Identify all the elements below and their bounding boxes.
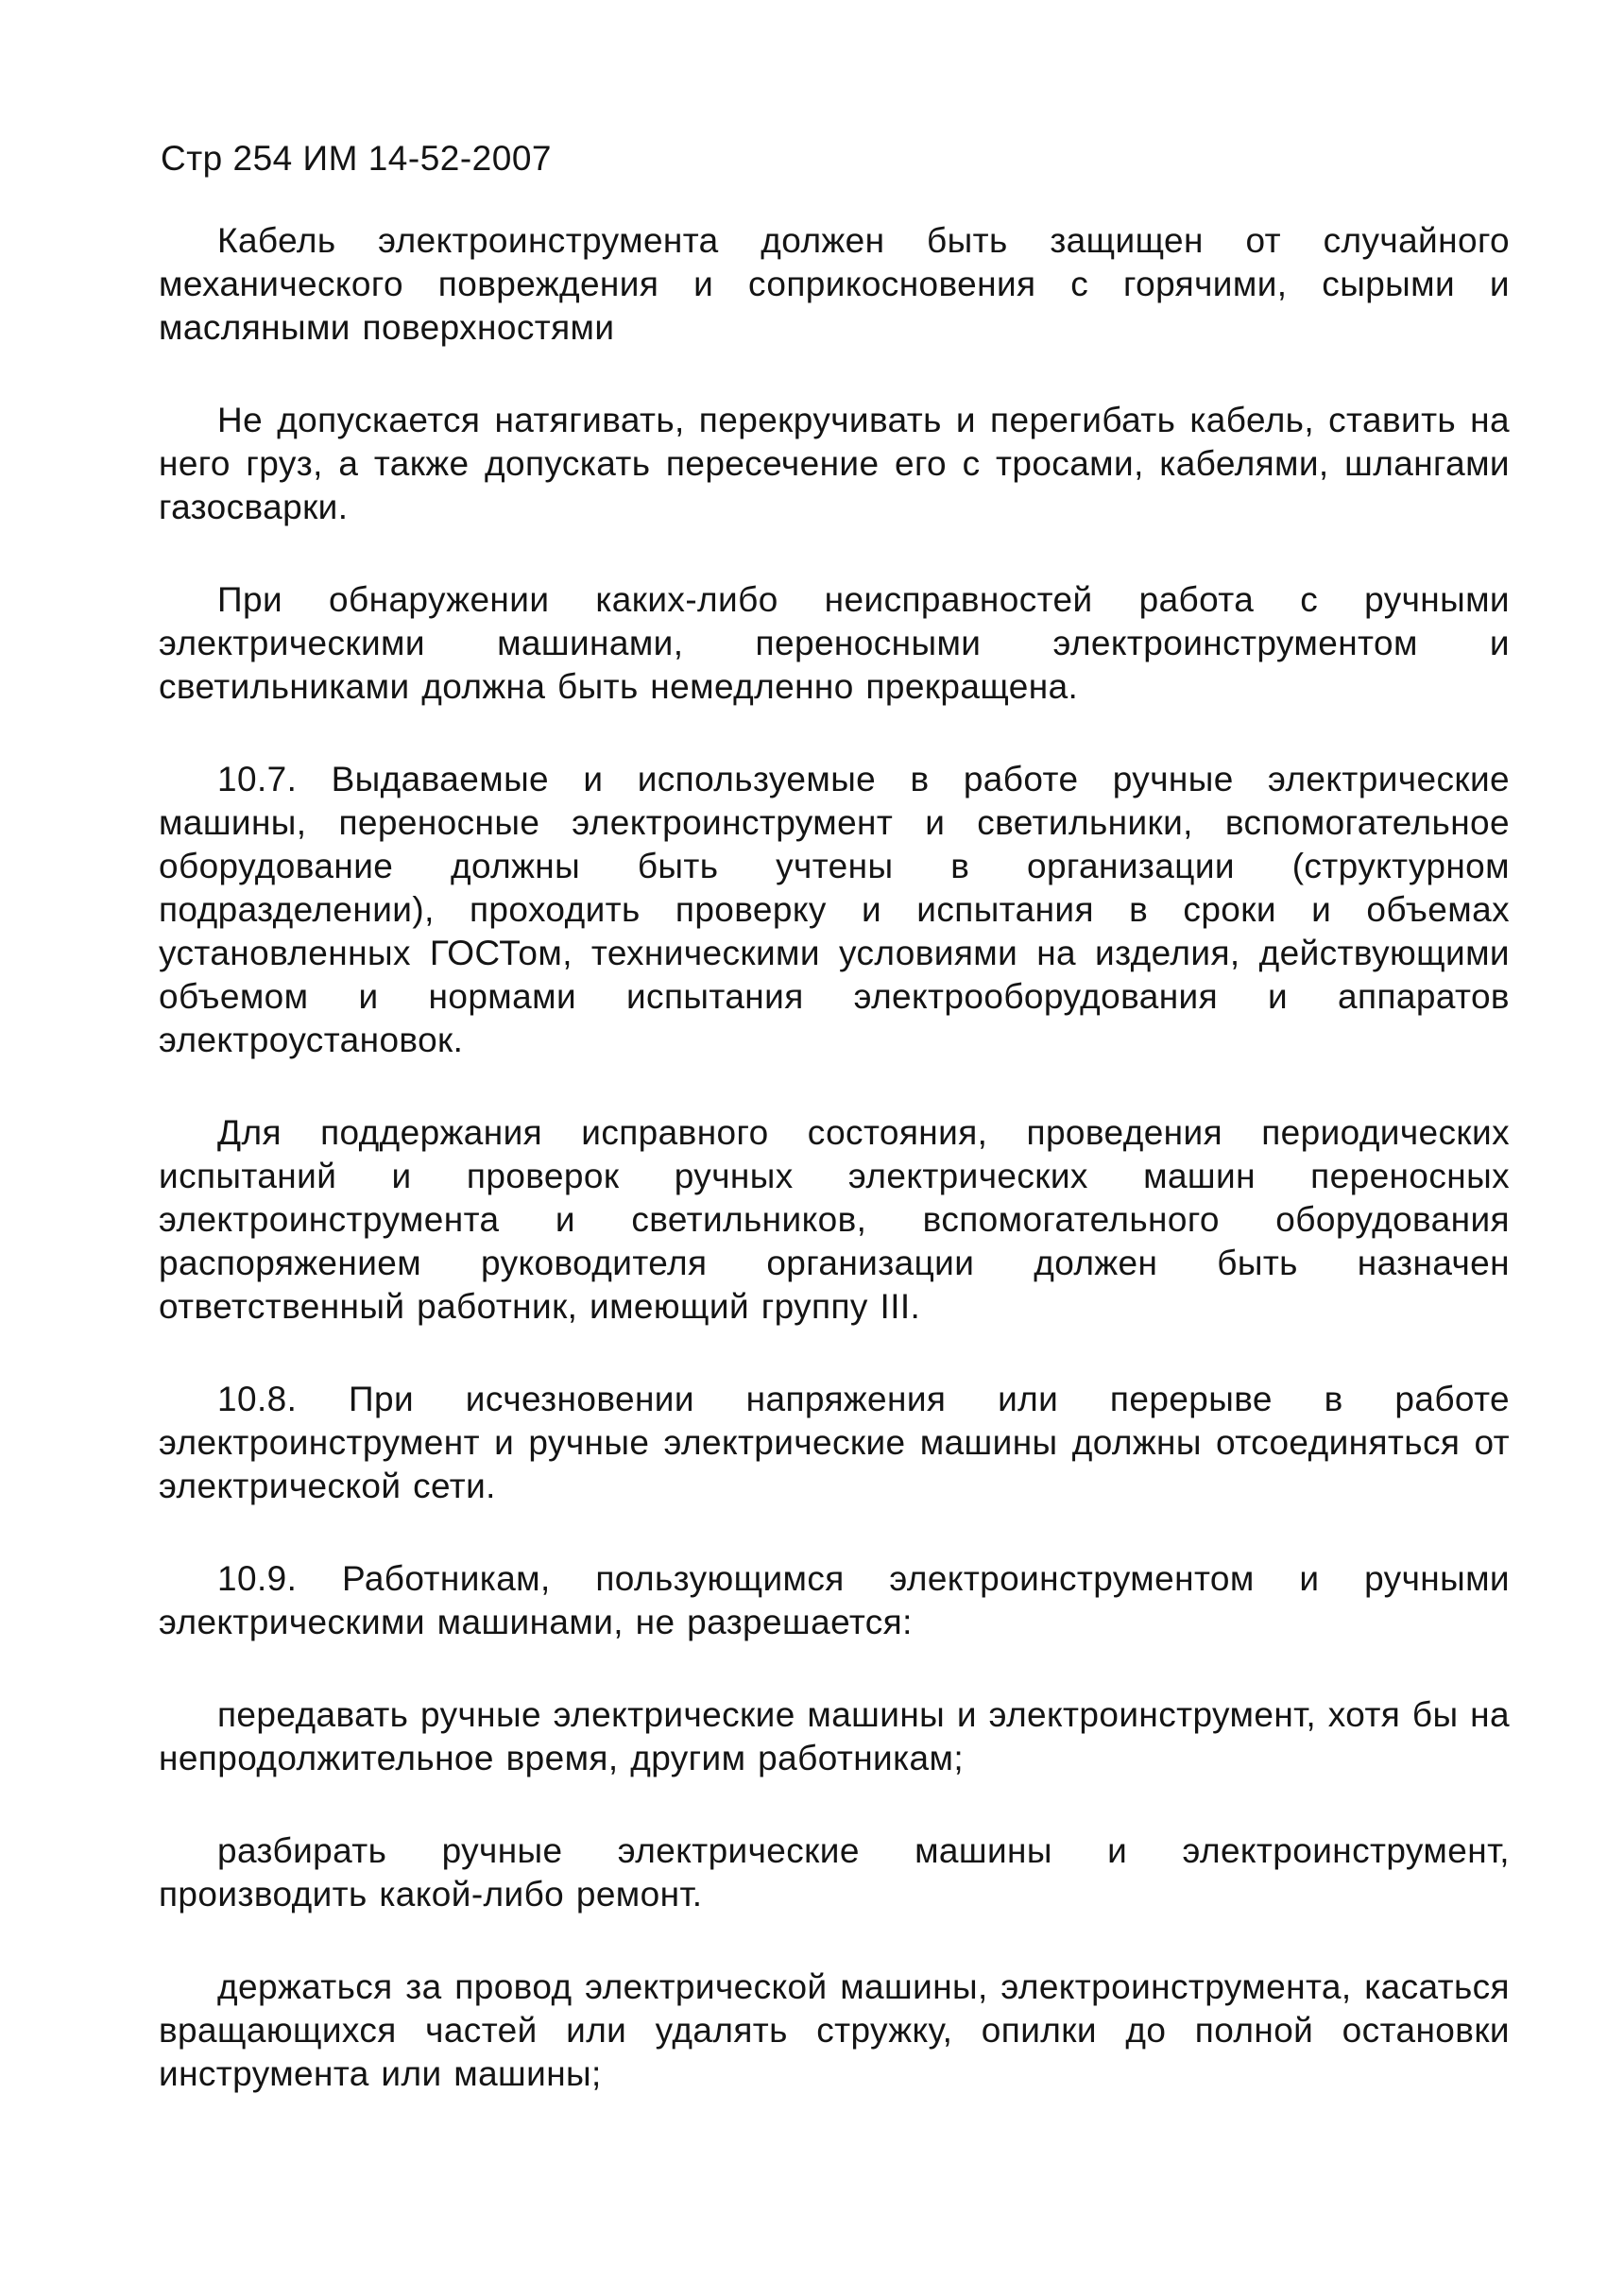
page-header: Стр 254 ИМ 14-52-2007: [161, 139, 552, 178]
paragraph-responsible-worker: Для поддержания исправного состояния, проведения периодических испытаний и проверок ручных электрических машин переносных электроинструмента и светильников, вспомогательного оборудования распоряжением руководителя организации должен быть назначен ответственный работник, имеющий группу III.: [159, 1113, 1510, 1326]
paragraph-cable-protection: Кабель электроинструмента должен быть защищен от случайного механического повреждения и соприкосновения с горячими, сырыми и масляными поверхностями: [159, 221, 1510, 347]
list-item-disassemble: разбирать ручные электрические машины и электроинструмент, производить какой-либо ремонт.: [159, 1831, 1510, 1914]
list-item-transfer: передавать ручные электрические машины и электроинструмент, хотя бы на непродолжительное время, другим работникам;: [159, 1695, 1510, 1777]
paragraph-cable-restrictions: Не допускается натягивать, перекручивать и перегибать кабель, ставить на него груз, а также допускать пересечение его с тросами, кабелями, шлангами газосварки.: [159, 401, 1510, 526]
document-body: [159, 219, 1510, 2145]
paragraph-10-8: 10.8. При исчезновении напряжения или перерыве в работе электроинструмент и ручные электрические машины должны отсоединяться от электрической сети.: [159, 1380, 1510, 1505]
list-item-hold-wire: держаться за провод электрической машины, электроинструмента, касаться вращающихся частей или удалять стружку, опилки до полной остановки инструмента или машины;: [159, 1967, 1510, 2093]
paragraph-10-9: 10.9. Работникам, пользующимся электроинструментом и ручными электрическими машинами, не разрешается:: [159, 1559, 1510, 1641]
paragraph-malfunction-stop: При обнаружении каких-либо неисправностей работа с ручными электрическими машинами, переносными электроинструментом и светильниками должна быть немедленно прекращена.: [159, 580, 1510, 706]
paragraph-10-7: 10.7. Выдаваемые и используемые в работе ручные электрические машины, переносные электроинструмент и светильники, вспомогательное оборудование должны быть учтены в организации (структурном подразделении), проходить проверку и испытания в сроки и объемах установленных ГОСТом, техническими условиями на изделия, действующими объемом и нормами испытания электрооборудования и аппаратов электроустановок.: [159, 760, 1510, 1059]
